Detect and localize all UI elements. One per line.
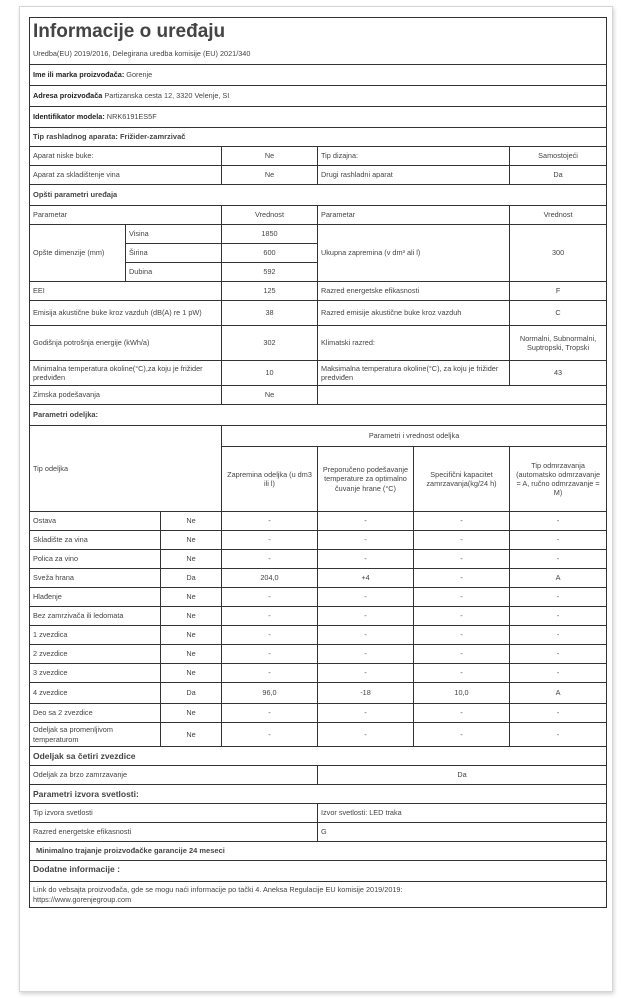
column-header: Parametar — [30, 206, 222, 225]
compartment-volume: - — [222, 626, 318, 645]
param-value: 10 — [222, 361, 318, 386]
compartment-name: Skladište za vina — [30, 531, 161, 550]
compartment-volume: - — [222, 588, 318, 607]
compartment-defrost: - — [510, 550, 607, 569]
compartment-row — [30, 569, 607, 588]
compartment-temp: - — [318, 588, 414, 607]
fast-freeze-row — [30, 766, 607, 785]
compartment-row — [30, 723, 607, 747]
compartment-capacity: - — [414, 626, 510, 645]
basic-value: Da — [510, 166, 607, 185]
compartment-volume: - — [222, 723, 318, 747]
additional-section-title: Dodatne informacije : — [30, 861, 607, 882]
compartment-name: Odeljak sa promenljivom temperaturom — [30, 723, 161, 747]
param-value: F — [510, 282, 607, 301]
empty-cell — [318, 386, 607, 405]
warranty-info: Minimalno trajanje proizvođačke garancije 24 meseci — [30, 842, 607, 861]
basic-label: Tip dizajna: — [318, 147, 510, 166]
param-label: Minimalna temperatura okoline(°C),za koju je frižider predviđen — [30, 361, 222, 386]
param-value: 125 — [222, 282, 318, 301]
compartment-present: Ne — [161, 512, 222, 531]
dimension-row — [30, 225, 607, 244]
light-type-row — [30, 804, 607, 823]
column-header: Preporučeno podešavanje temperature za optimalno čuvanje hrane (°C) — [318, 447, 414, 512]
light-type-value: Izvor svetlosti: LED traka — [318, 804, 607, 823]
compartment-capacity: - — [414, 531, 510, 550]
address-label: Adresa proizvođača — [33, 91, 103, 101]
param-value: 302 — [222, 326, 318, 361]
model-label: Identifikator modela: — [33, 112, 105, 122]
winter-setting-value: Ne — [222, 386, 318, 405]
compartment-temp: - — [318, 531, 414, 550]
regulation-reference: Uredba(EU) 2019/2016, Delegirana uredba komisije (EU) 2021/340 — [30, 44, 607, 65]
compartment-name: Bez zamrzivača ili ledomata — [30, 607, 161, 626]
param-label: Godišnja potrošnja energije (kWh/a) — [30, 326, 222, 361]
compartment-row — [30, 607, 607, 626]
manufacturer-url[interactable]: https://www.gorenjegroup.com — [33, 894, 132, 904]
compartment-volume: - — [222, 664, 318, 683]
compartment-defrost: - — [510, 626, 607, 645]
light-class-label: Razred energetske efikasnosti — [30, 823, 318, 842]
compartment-present: Ne — [161, 664, 222, 683]
total-volume-label: Ukupna zapremina (v dm³ ali l) — [318, 225, 510, 282]
compartment-present: Ne — [161, 626, 222, 645]
compartment-capacity: - — [414, 550, 510, 569]
column-header: Vrednost — [222, 206, 318, 225]
general-row — [30, 361, 607, 386]
compartment-volume: 96,0 — [222, 683, 318, 704]
compartment-type-header: Tip odeljka — [30, 426, 222, 512]
additional-info-cell — [30, 882, 607, 908]
compartment-name: Ostava — [30, 512, 161, 531]
compartment-defrost: - — [510, 645, 607, 664]
compartment-row — [30, 704, 607, 723]
brand-label: Ime ili marka proizvođača: — [33, 70, 125, 80]
basic-value: Samostojeći — [510, 147, 607, 166]
compartment-group-header: Parametri i vrednost odeljka — [222, 426, 607, 447]
model-row — [30, 107, 607, 128]
compartment-volume: - — [222, 607, 318, 626]
column-header: Specifični kapacitet zamrzavanja(kg/24 h) — [414, 447, 510, 512]
compartment-temp: - — [318, 645, 414, 664]
compartment-name: 4 zvezdice — [30, 683, 161, 704]
fast-freeze-label: Odeljak za brzo zamrzavanje — [30, 766, 318, 785]
compartment-name: 2 zvezdice — [30, 645, 161, 664]
compartment-defrost: - — [510, 723, 607, 747]
general-row — [30, 326, 607, 361]
compartments-section-title: Parametri odeljka: — [30, 405, 607, 426]
compartment-capacity: - — [414, 607, 510, 626]
compartment-temp: - — [318, 626, 414, 645]
compartment-temp: +4 — [318, 569, 414, 588]
basic-value: Ne — [222, 147, 318, 166]
compartment-volume: - — [222, 531, 318, 550]
compartment-temp: - — [318, 607, 414, 626]
column-header: Parametar — [318, 206, 510, 225]
compartment-capacity: 10,0 — [414, 683, 510, 704]
brand-value: Gorenje — [126, 70, 153, 80]
compartment-name: 3 zvezdice — [30, 664, 161, 683]
dimension-label: Dubina — [126, 263, 222, 282]
compartment-name: 1 zvezdica — [30, 626, 161, 645]
param-label: Razred energetske efikasnosti — [318, 282, 510, 301]
compartment-present: Ne — [161, 531, 222, 550]
param-label: EEI — [30, 282, 222, 301]
compartment-temp: - — [318, 550, 414, 569]
param-label: Maksimalna temperatura okoline(°C), za koju je frižider predviđen — [318, 361, 510, 386]
general-row — [30, 282, 607, 301]
compartment-temp: - — [318, 664, 414, 683]
winter-row — [30, 386, 607, 405]
compartment-temp: -18 — [318, 683, 414, 704]
compartment-row — [30, 588, 607, 607]
light-type-label: Tip izvora svetlosti — [30, 804, 318, 823]
compartment-present: Ne — [161, 588, 222, 607]
compartment-name: Polica za vino — [30, 550, 161, 569]
compartment-volume: - — [222, 704, 318, 723]
compartment-row — [30, 550, 607, 569]
general-row — [30, 301, 607, 326]
compartment-defrost: A — [510, 569, 607, 588]
param-value: 38 — [222, 301, 318, 326]
light-class-value: G — [318, 823, 607, 842]
compartment-capacity: - — [414, 664, 510, 683]
basic-label: Aparat niske buke: — [30, 147, 222, 166]
param-label: Razred emisije akustične buke kroz vazduh — [318, 301, 510, 326]
dimension-value: 1850 — [222, 225, 318, 244]
brand-row — [30, 65, 607, 86]
compartment-temp: - — [318, 723, 414, 747]
dimension-value: 592 — [222, 263, 318, 282]
param-value: 43 — [510, 361, 607, 386]
basic-label: Drugi rashladni aparat — [318, 166, 510, 185]
compartment-present: Ne — [161, 704, 222, 723]
column-header: Tip odmrzavanja (automatsko odmrzavanje = A, ručno odmrzavanje = M) — [510, 447, 607, 512]
compartment-present: Ne — [161, 723, 222, 747]
appliance-type: Tip rashladnog aparata: Frižider-zamrzivač — [30, 128, 607, 147]
general-header-row — [30, 206, 607, 225]
compartment-defrost: A — [510, 683, 607, 704]
param-label: Klimatski razred: — [318, 326, 510, 361]
four-star-section-title: Odeljak sa četiri zvezdice — [30, 747, 607, 766]
compartment-defrost: - — [510, 607, 607, 626]
compartment-row — [30, 626, 607, 645]
light-class-row — [30, 823, 607, 842]
basic-label: Aparat za skladištenje vina — [30, 166, 222, 185]
compartment-capacity: - — [414, 645, 510, 664]
compartment-defrost: - — [510, 588, 607, 607]
manufacturer-link-text: Link do vebsajta proizvođača, gde se mogu naći informacije po tački 4. Aneksa Regulacije EU komisije 2019/2019: — [33, 885, 403, 895]
compartment-name: Sveža hrana — [30, 569, 161, 588]
compartment-header-row — [30, 426, 607, 447]
compartment-volume: - — [222, 512, 318, 531]
compartment-capacity: - — [414, 723, 510, 747]
basic-value: Ne — [222, 166, 318, 185]
compartment-present: Da — [161, 683, 222, 704]
compartment-capacity: - — [414, 569, 510, 588]
compartment-capacity: - — [414, 704, 510, 723]
compartment-defrost: - — [510, 531, 607, 550]
param-value: C — [510, 301, 607, 326]
model-value: NRK6191ES5F — [106, 112, 157, 122]
compartment-name: Deo sa 2 zvezdice — [30, 704, 161, 723]
compartment-defrost: - — [510, 704, 607, 723]
dimensions-label: Opšte dimenzije (mm) — [30, 225, 126, 282]
dimension-label: Visina — [126, 225, 222, 244]
column-header: Zapremina odeljka (u dm3 ili l) — [222, 447, 318, 512]
compartment-volume: - — [222, 645, 318, 664]
compartment-capacity: - — [414, 512, 510, 531]
compartment-present: Da — [161, 569, 222, 588]
climate-class-value: Normalni, Subnormalni, Suptropski, Tropski — [510, 326, 607, 361]
column-header: Vrednost — [510, 206, 607, 225]
total-volume-value: 300 — [510, 225, 607, 282]
compartment-temp: - — [318, 512, 414, 531]
compartment-defrost: - — [510, 664, 607, 683]
address-row — [30, 86, 607, 107]
compartment-present: Ne — [161, 550, 222, 569]
compartment-row — [30, 531, 607, 550]
dimension-value: 600 — [222, 244, 318, 263]
compartment-present: Ne — [161, 645, 222, 664]
compartment-volume: - — [222, 550, 318, 569]
page-title: Informacije o uređaju — [30, 18, 607, 45]
compartment-temp: - — [318, 704, 414, 723]
fast-freeze-value: Da — [318, 766, 607, 785]
param-label: Emisija akustične buke kroz vazduh (dB(A) re 1 pW) — [30, 301, 222, 326]
compartment-row — [30, 664, 607, 683]
general-section-title: Opšti parametri uređaja — [30, 185, 607, 206]
compartment-defrost: - — [510, 512, 607, 531]
compartment-row — [30, 683, 607, 704]
document-page — [19, 6, 613, 992]
compartment-volume: 204,0 — [222, 569, 318, 588]
winter-setting-label: Zimska podešavanja — [30, 386, 222, 405]
light-section-title: Parametri izvora svetlosti: — [30, 785, 607, 804]
compartment-present: Ne — [161, 607, 222, 626]
compartment-row — [30, 512, 607, 531]
compartment-row — [30, 645, 607, 664]
compartment-capacity: - — [414, 588, 510, 607]
address-value: Partizanska cesta 12, 3320 Velenje, SI — [104, 91, 230, 101]
basic-row — [30, 166, 607, 185]
dimension-label: Širina — [126, 244, 222, 263]
compartment-name: Hlađenje — [30, 588, 161, 607]
product-info-table — [29, 17, 607, 908]
basic-row — [30, 147, 607, 166]
